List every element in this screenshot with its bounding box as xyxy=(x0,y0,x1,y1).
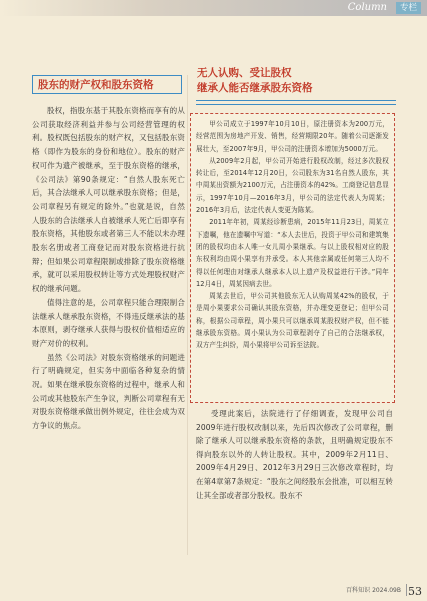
right-paragraph: 受理此案后，法院进行了仔细调查，发现甲公司自2009年进行股权改制以来，先后四次修改了公司章程，删除了继承人可以继承股东资格的条款，且明确规定股东不得向股东以外的人转让股权。其中，2009年2月11日、2009年4月29日、2012年3月29日三次修改章程时，均在第4章第7条规定：“股东之间经股东会批准，可以相互转让其全部或者部分股权。股东不 xyxy=(196,409,393,500)
case-paragraph: 周某去世后，甲公司其他股东无人认购周某42%的股权，于是周小果要求公司确认其股东资格，并办理变更登记；但甲公司称，根据公司章程，周小果只可以继承周某股权财产权，但不能继承股东资格。周小果认为公司章程剥夺了自己的合法继承权，双方产生纠纷，周小果将甲公司诉至法院。 xyxy=(196,292,389,350)
case-text xyxy=(196,118,389,352)
page-number: 53 xyxy=(408,585,422,598)
header-bar xyxy=(0,0,427,16)
left-column-body xyxy=(32,104,185,433)
right-column-body xyxy=(196,407,393,502)
right-section-heading xyxy=(197,66,387,96)
left-paragraph: 虽然《公司法》对股东资格继承的问题进行了明确规定，但实务中面临各种复杂的情况。如果在继承股东资格的过程中，继承人和公司或其他股东产生争议，判断公司章程有无对股东资格继承做出例外规定，往往会成为双方争议的焦点。 xyxy=(32,352,185,431)
column-label: Column xyxy=(347,2,387,13)
case-paragraph: 2011年年初，周某经诊断患病，2015年11月23日，周某立下遗嘱，他在遗嘱中写道：“本人去世后，投资于甲公司和建筑集团的股权均由本人唯一女儿周小果继承。与以上股权相对应的股东权利均由周小果享有并承受。本人其他亲属或任何第三人均不得以任何理由对继承人继承本人以上遗产及权益进行干涉。”同年12月4日，周某因病去世。 xyxy=(196,218,389,288)
left-paragraph: 股权，指股东基于其股东资格而享有的从公司获取经济利益并参与公司经营管理的权利。股权既包括股东的财产权，又包括股东资格（即作为股东的身份和地位）。股东的财产权可作为遗产被继承，至于股东资格的继承，《公司法》第90条规定：“自然人股东死亡后，其合法继承人可以继承股东资格；但是，公司章程另有规定的除外。”也就是说，自然人股东的合法继承人自被继承人死亡后即享有股东资格，其他股东或者第三人不能以未办理股东名册或者工商登记而对股东资格进行抗辩；但如果公司章程限制或排除了股东资格继承，就可以采用股权转让等方式处理股权财产权的继承问题。 xyxy=(32,106,185,294)
footer-divider xyxy=(406,584,407,596)
case-paragraph: 从2009年2月起，甲公司开始进行股权改制，经过多次股权转让后，至2014年12月20日，公司股东为31名自然人股东，其中周某出资额为2100万元，占注册资本的42%。工商登记信息显示，1997年10月—2016年3月，甲公司的法定代表人为周某；2016年3月后，法定代表人变更为陈某。 xyxy=(196,156,389,215)
left-paragraph: 值得注意的是，公司章程只能合理限制合法继承人继承股东资格，不得违反继承法的基本原则，剥夺继承人获得与股权价值相适应的财产对价的权利。 xyxy=(32,297,185,348)
case-paragraph: 甲公司成立于1997年10月10日，原注册资本为200万元，经营范围为房地产开发、销售，经营期限20年。随着公司逐渐发展壮大，至2007年9月，甲公司的注册资本增加为5000万元。 xyxy=(196,120,389,153)
column-divider xyxy=(187,75,188,555)
left-section-heading: 股东的财产权和股东资格 xyxy=(38,79,154,91)
right-heading-line: 无人认购、受让股权 xyxy=(197,67,292,79)
heading-double-rule xyxy=(196,100,396,105)
magazine-issue: 百科知识 2024.09B xyxy=(346,587,401,594)
column-tag: 专栏 xyxy=(396,2,421,14)
right-heading-line: 继承人能否继承股东资格 xyxy=(197,82,313,94)
